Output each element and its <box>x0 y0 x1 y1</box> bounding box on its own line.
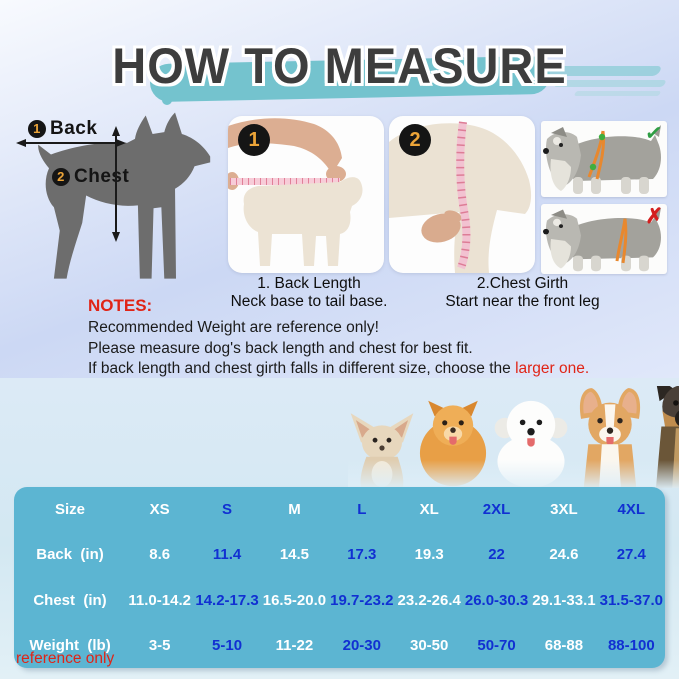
back-cell: 14.5 <box>279 546 310 564</box>
weight-cell: 3-5 <box>148 636 171 654</box>
back-cell: 19.3 <box>414 546 444 564</box>
page-title: HOW TO MEASURE <box>112 37 567 94</box>
back-cell: 22 <box>488 546 505 564</box>
circle-2-icon: 2 <box>52 168 70 186</box>
size-col-header: 3XL <box>550 501 578 519</box>
row-label-weight: Weight (lb) <box>29 636 111 654</box>
larger-one-highlight: larger one. <box>515 360 590 377</box>
row-label-chest: Chest (in) <box>33 591 107 609</box>
chest-cell: 19.7-23.2 <box>330 591 394 609</box>
table-row-chest <box>14 578 665 623</box>
table-row-size <box>14 487 665 532</box>
row-label-back: Back (in) <box>36 546 104 564</box>
back-cell: 27.4 <box>616 546 646 564</box>
notes-heading: NOTES: <box>88 296 153 315</box>
dog-photo-chihuahua <box>348 408 416 488</box>
chest-cell: 26.0-30.3 <box>464 591 529 609</box>
notes-line-2: Please measure dog's back length and chest for best fit. <box>88 339 473 357</box>
weight-cell: 50-70 <box>477 636 516 654</box>
notes-line-1: Recommended Weight are reference only! <box>88 319 379 336</box>
correct-placement-photo <box>541 121 667 197</box>
weight-cell: 68-88 <box>544 636 584 654</box>
chest-measure-label: 2 Chest <box>52 166 129 188</box>
size-col-header: 4XL <box>617 501 646 519</box>
chest-girth-arrow-icon <box>110 126 122 242</box>
size-col-header: XL <box>419 501 439 519</box>
back-cell: 11.4 <box>212 546 242 564</box>
step2-chest-girth-photo <box>389 116 535 273</box>
size-col-header: 2XL <box>482 501 511 519</box>
back-measure-label: 1 Back <box>28 118 97 140</box>
back-cell: 8.6 <box>149 546 171 564</box>
weight-cell: 11-22 <box>275 636 314 654</box>
dog-photo-bichon <box>490 394 572 488</box>
step1-back-length-photo <box>228 116 384 273</box>
notes-block <box>88 296 668 380</box>
table-row-back <box>14 532 665 577</box>
weight-cell: 5-10 <box>212 636 243 654</box>
size-chart-section <box>0 378 679 679</box>
dog-photo-german-shepherd <box>648 386 679 488</box>
chest-cell: 31.5-37.0 <box>599 591 663 609</box>
wrong-placement-photo <box>541 204 667 274</box>
chest-cell: 14.2-17.3 <box>195 591 259 609</box>
dog-photo-pomeranian <box>416 398 490 488</box>
row-label-size: Size <box>54 501 85 519</box>
chest-cell: 23.2-26.4 <box>397 591 461 609</box>
check-icon: ✓ <box>643 121 665 147</box>
x-icon: ✗ <box>645 205 663 228</box>
notes-line-3: If back length and chest girth falls in different size, choose the larger one. <box>88 360 590 377</box>
step1-caption: 1. Back Length Neck base to tail base. <box>230 275 388 310</box>
weight-cell: 20-30 <box>342 636 381 654</box>
back-cell: 17.3 <box>347 546 377 564</box>
weight-cell: 30-50 <box>410 636 449 654</box>
breed-photos-row <box>348 386 679 488</box>
back-cell: 24.6 <box>549 546 579 564</box>
reference-only-note: reference only <box>16 650 115 667</box>
chest-cell: 11.0-14.2 <box>128 591 191 609</box>
size-col-header: L <box>357 501 367 519</box>
chest-cell: 29.1-33.1 <box>532 591 596 609</box>
size-table <box>14 487 665 668</box>
chest-cell: 16.5-20.0 <box>262 591 327 609</box>
brush-drip <box>162 95 172 105</box>
step2-badge: 2 <box>399 124 431 156</box>
size-col-header: S <box>222 501 233 519</box>
weight-cell: 88-100 <box>607 636 655 654</box>
dog-photo-corgi <box>572 386 648 488</box>
size-col-header: XS <box>149 501 170 519</box>
step2-caption: 2.Chest Girth Start near the front leg <box>445 275 600 310</box>
circle-1-icon: 1 <box>28 120 46 138</box>
size-col-header: M <box>288 501 301 519</box>
step1-badge: 1 <box>238 124 270 156</box>
